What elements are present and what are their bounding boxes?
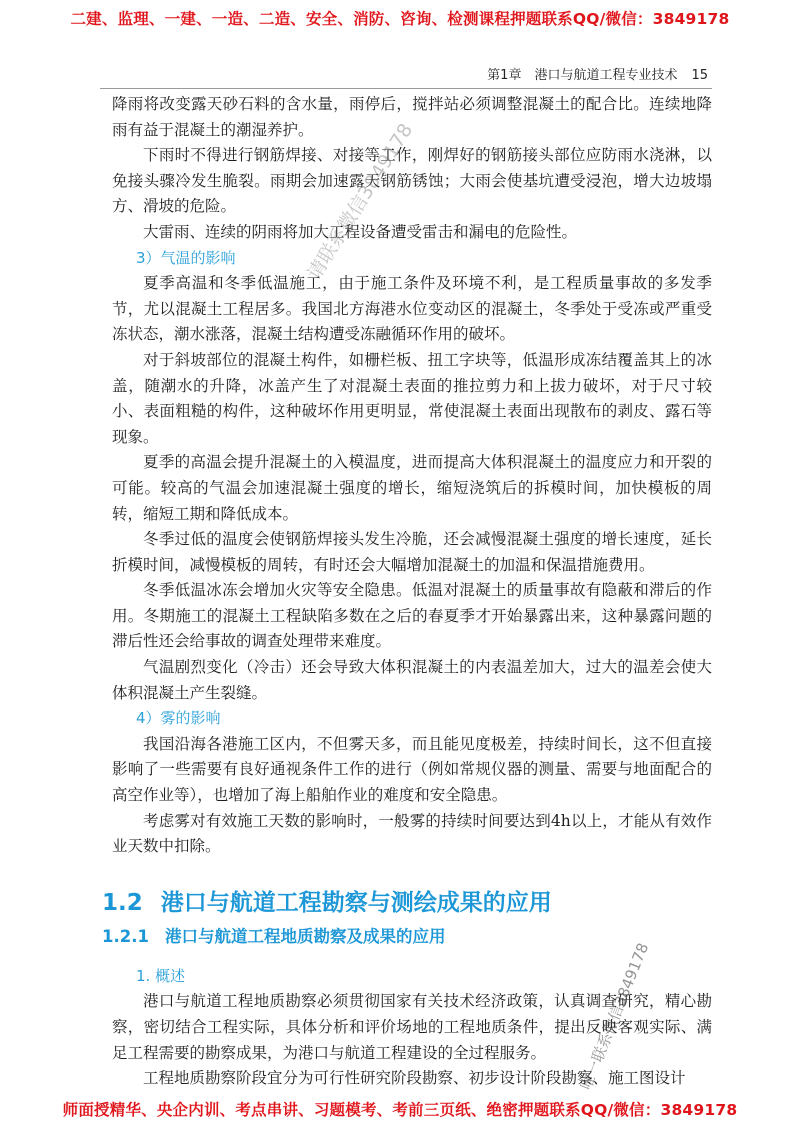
watermark-middle: 请联系微信3849178 [303, 119, 418, 284]
section-heading [102, 886, 712, 920]
paragraph-overview-1: 港口与航道工程地质勘察必须贯彻国家有关技术经济政策，认真调查研究，精心勘察，密切结合工程实际，具体分析和评价场地的工程地质条件，提出反映客观实际、满足工程需要的勘察成果，为港口与航道工程建设的全过程服务。 [112, 992, 712, 1062]
paragraph-overview-2: 工程地质勘察阶段宜分为可行性研究阶段勘察、初步设计阶段勘察、施工图设计 [143, 1069, 686, 1088]
overview-heading: 1. 概述 [136, 966, 186, 985]
subheading-temperature: 3）气温的影响 [136, 248, 236, 267]
paragraph-temperature-1: 夏季高温和冬季低温施工，由于施工条件及环境不利，是工程质量事故的多发季节，尤以混凝土工程居多。我国北方海港水位变动区的混凝土，冬季处于受冻或严重受冻状态，潮水涨落，混凝土结构遭受冻融循环作用的破坏。 [112, 274, 712, 344]
paragraph-thunderstorm: 大雷雨、连续的阴雨将加大工程设备遭受雷击和漏电的危险性。 [143, 222, 578, 241]
subsection-heading [102, 922, 712, 952]
paragraph-temperature-6: 气温剧烈变化（冷击）还会导致大体积混凝土的内表温差加大，过大的温差会使大体积混凝土产生裂缝。 [112, 658, 712, 702]
subsection-number: 1.2.1 [102, 926, 149, 946]
paragraph-fog-1: 我国沿海各港施工区内，不但雾天多，而且能见度极差，持续时间长，这不但直接影响了一些需要有良好通视条件工作的进行（例如常规仪器的测量、需要与地面配合的高空作业等），也增加了海上船舶作业的难度和安全隐患。 [112, 734, 712, 805]
paragraph-temperature-2: 对于斜坡部位的混凝土构件，如栅栏板、扭工字块等，低温形成冻结覆盖其上的冰盖，随潮水的升降，冰盖产生了对混凝土表面的推拉剪力和上拔力破坏，对于尺寸较小、表面粗糙的构件，这种破坏作用更明显，常使混凝土表面出现散布的剥皮、露石等现象。 [112, 350, 712, 446]
section-title: 港口与航道工程勘察与测绘成果的应用 [160, 889, 552, 916]
top-banner: 二建、监理、一建、一造、二造、安全、消防、咨询、检测课程押题联系QQ/微信：3849178 [70, 10, 730, 28]
page-body [102, 92, 712, 1092]
section-number: 1.2 [102, 889, 143, 916]
page-number: 15 [691, 68, 708, 83]
subheading-fog: 4）雾的影响 [136, 709, 221, 728]
paragraph-rain-welding: 下雨时不得进行钢筋焊接、对接等工作，刚焊好的钢筋接头部位应防雨水浇淋，以免接头骤冷发生脆裂。雨期会加速露天钢筋锈蚀；大雨会使基坑遭受浸泡，增大边坡塌方、滑坡的危险。 [112, 146, 712, 216]
subsection-title: 港口与航道工程地质勘察及成果的应用 [164, 926, 446, 946]
chapter-title: 第1章 港口与航道工程专业技术 [487, 68, 678, 83]
paragraph-rain-aggregate: 降雨将改变露天砂石料的含水量，雨停后，搅拌站必须调整混凝土的配合比。连续地降雨有益于混凝土的潮湿养护。 [112, 95, 712, 139]
paragraph-temperature-4: 冬季过低的温度会使钢筋焊接头发生冷脆，还会减慢混凝土强度的增长速度，延长折模时间，减慢模板的周转，有时还会大幅增加混凝土的加温和保温措施费用。 [112, 530, 712, 574]
paragraph-fog-2: 考虑雾对有效施工天数的影响时，一般雾的持续时间要达到4h以上，才能从有效作业天数中扣除。 [112, 811, 712, 856]
header-rule [100, 88, 712, 89]
watermark-bottom: 唯一联系微信3849178 [576, 940, 653, 1093]
bottom-banner: 师面授精华、央企内训、考点串讲、习题模考、考前三页纸、绝密押题联系QQ/微信：3849178 [62, 1101, 738, 1119]
paragraph-temperature-5: 冬季低温冰冻会增加火灾等安全隐患。低温对混凝土的质量事故有隐蔽和滞后的作用。冬期施工的混凝土工程缺陷多数在之后的春夏季才开始暴露出来，这种暴露问题的滞后性还会给事故的调查处理带来难度。 [112, 581, 712, 651]
paragraph-temperature-3: 夏季的高温会提升混凝土的入模温度，进而提高大体积混凝土的温度应力和开裂的可能。较高的气温会加速混凝土强度的增长，缩短浇筑后的拆模时间，加快模板的周转，缩短工期和降低成本。 [112, 453, 712, 523]
running-head [487, 64, 708, 83]
